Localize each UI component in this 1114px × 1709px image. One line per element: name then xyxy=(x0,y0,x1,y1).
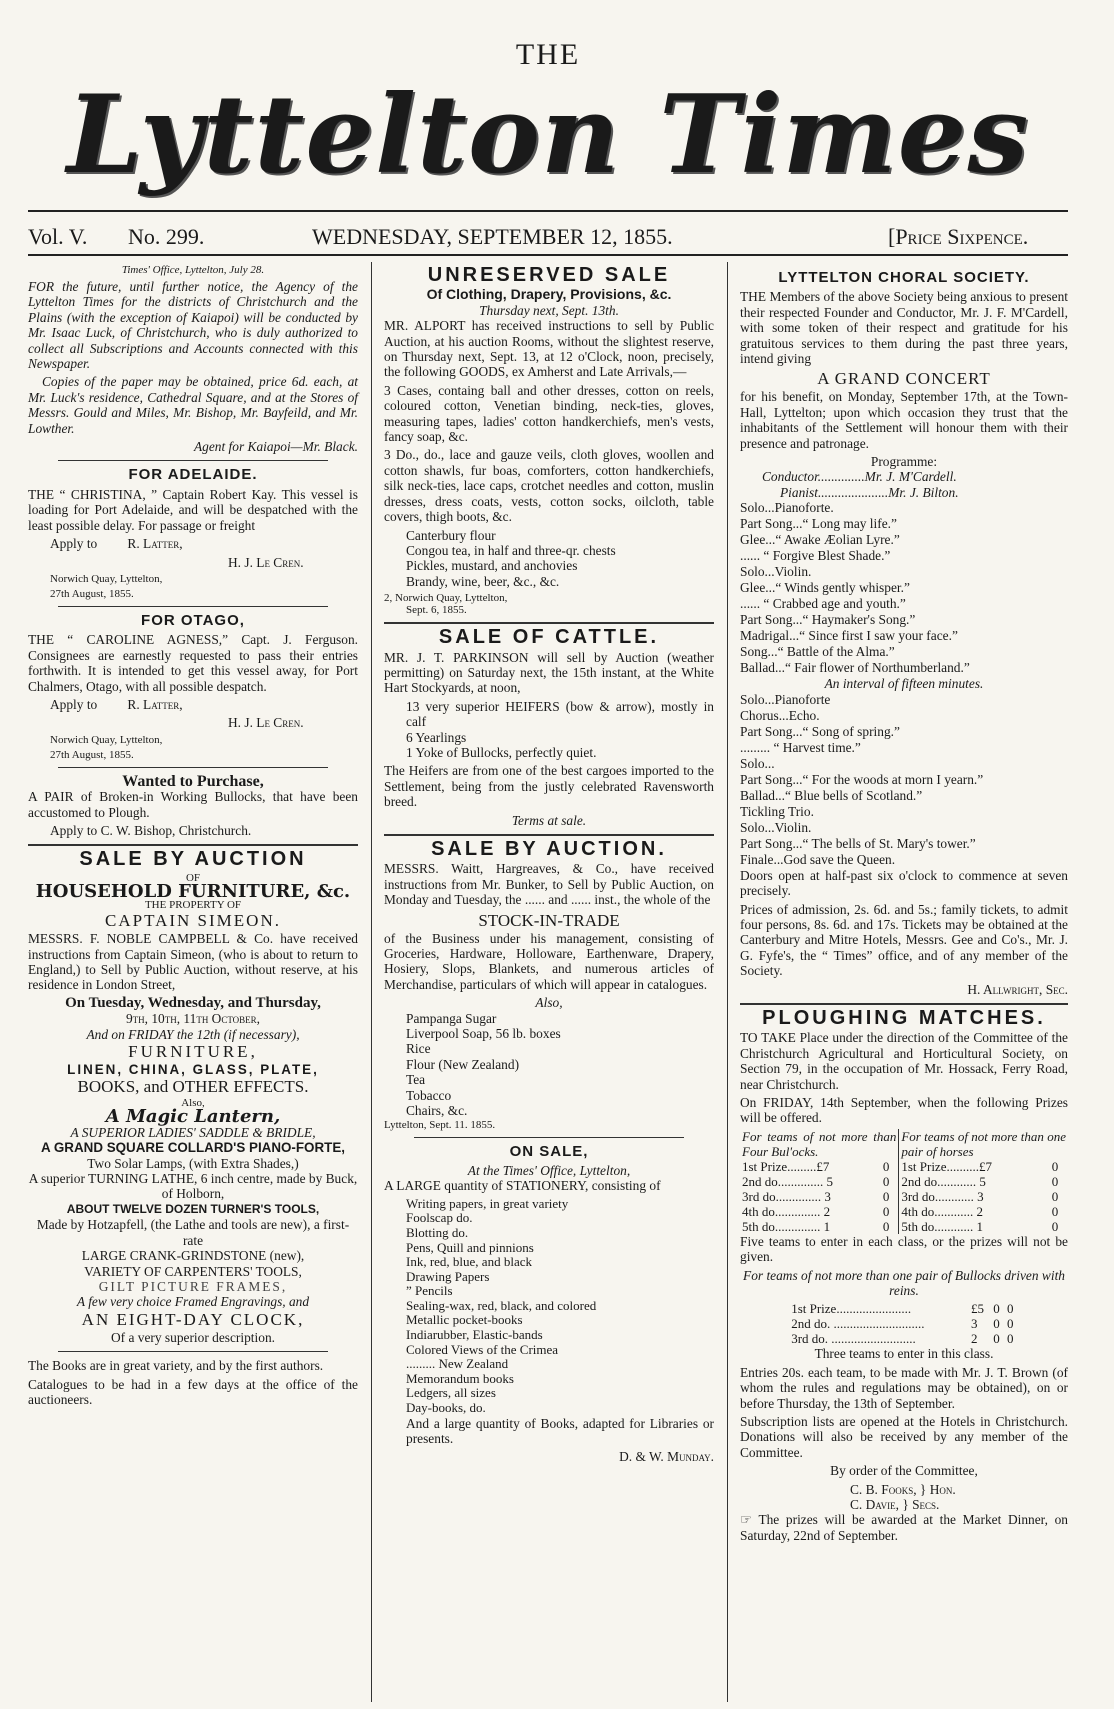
signature-davie: C. Davie, } Secs. xyxy=(850,1497,940,1513)
prize-cell: 0 xyxy=(881,1189,899,1204)
item-pickles: Pickles, mustard, and anchovies xyxy=(406,558,578,574)
programme-item: Tickling Trio. xyxy=(740,803,814,819)
prize-cell: 0 xyxy=(1051,1173,1059,1189)
books-line: BOOKS, and OTHER EFFECTS. xyxy=(77,1077,309,1097)
otago-notice: THE “ CAROLINE AGNESS,” Capt. J. Ferguson. Consignees are earnestly requested to pass their entries forthwith. It is intended to get this vessel away, for Port Chalmers, Otago, with all possible despatch. xyxy=(28,632,358,694)
wanted-heading: Wanted to Purchase, xyxy=(122,772,264,790)
saddle-line: A SUPERIOR LADIES' SADDLE & BRIDLE, xyxy=(70,1124,316,1140)
alport-notice: MR. ALPORT has received instructions to sell by Public Auction, at his auction Rooms, without the slightest reserve, on Thursday next, Sept. 13, at 12 o'Clock, noon, precisely, the following GOODS, ex Amherst and Late Arrivals,— xyxy=(384,318,714,380)
five-teams-note: Five teams to enter in each class, or the prizes will not be given. xyxy=(740,1233,1068,1265)
divider xyxy=(58,606,328,607)
programme-item: ...... “ Forgive Blest Shade.” xyxy=(740,548,891,564)
programme-item: Part Song...“ Song of spring.” xyxy=(740,723,900,739)
programme-part-1 xyxy=(740,500,1068,676)
list-item: Liverpool Soap, 56 lb. boxes xyxy=(406,1026,561,1042)
lathe-line: A superior TURNING LATHE, 6 inch centre, made by Buck, of Holborn, xyxy=(28,1171,358,1202)
list-item: Tobacco xyxy=(406,1087,452,1103)
programme-item: Solo...Pianoforte xyxy=(740,691,831,707)
prize-cell: 5th do.............. 1 xyxy=(742,1218,831,1234)
prize-cell: 2nd do. ............................ xyxy=(791,1316,925,1332)
pointing-hand-icon: ☞ xyxy=(740,1512,753,1528)
programme-item: ......... “ Harvest time.” xyxy=(740,739,861,755)
interval-line: An interval of fifteen minutes. xyxy=(824,676,984,692)
friday-notice: On FRIDAY, 14th September, when the following Prizes will be offered. xyxy=(740,1094,1068,1126)
cases-1: 3 Cases, containg ball and other dresses, cotton on reels, coloured cotton, Venetian binding, neck-ties, gloves, measuring tapes, ladies' cotton handkerchiefs, men's vests, fancy soap, &c. xyxy=(384,382,714,445)
adelaide-heading: FOR ADELAIDE. xyxy=(128,466,258,484)
munday-signature: D. & W. Munday. xyxy=(619,1449,714,1465)
prize-cell: 2nd do.............. 5 xyxy=(742,1173,833,1189)
divider xyxy=(28,844,358,846)
right-prize-heading: For teams of not more than one pair of horses xyxy=(901,1128,1066,1159)
holtz-line: Made by Hotzapfell, (the Lathe and tools are new), a first-rate xyxy=(36,1217,350,1248)
quay-date: 27th August, 1855. xyxy=(50,587,134,600)
apply-label: Apply to xyxy=(50,536,98,552)
programme-item: Ballad...“ Fair flower of Northumberland.” xyxy=(740,660,970,676)
wanted-apply: Apply to C. W. Bishop, Christchurch. xyxy=(50,822,252,838)
list-item: Flour (New Zealand) xyxy=(406,1056,520,1072)
list-item: Foolscap do. xyxy=(406,1210,473,1226)
sale-days: On Tuesday, Wednesday, and Thursday, xyxy=(65,994,321,1011)
of-label: OF xyxy=(185,871,201,884)
unreserved-heading: UNRESERVED SALE xyxy=(427,264,671,286)
table-row xyxy=(789,1331,1019,1346)
wanted-notice: A PAIR of Broken-in Working Bullocks, that have been accustomed to Plough. xyxy=(28,789,358,820)
prize-cell: 0 xyxy=(881,1219,899,1234)
programme-item: Part Song...“ For the woods at morn I yearn.” xyxy=(740,771,984,787)
programme-item: Solo... xyxy=(740,755,775,771)
name-davie: C. Davie, xyxy=(850,1497,899,1513)
table-row xyxy=(740,1189,1068,1204)
bullock-heading: For teams of not more than one pair of Bullocks driven with reins. xyxy=(743,1267,1065,1298)
linen-line: LINEN, CHINA, GLASS, PLATE, xyxy=(67,1062,319,1078)
item-congou: Congou tea, in half and three-qr. chests xyxy=(406,542,616,558)
programme-item: Madrigal...“ Since first I saw your face.” xyxy=(740,628,958,644)
programme-item: Solo...Pianoforte. xyxy=(740,500,834,516)
choral-notice: THE Members of the above Society being anxious to present their respected Founder and Conductor, Mr. J. F. M'Cardell, with some token of their respect and gratitude for his gratuitous services to them during the past three years, intend giving xyxy=(740,289,1068,367)
list-item: Sealing-wax, red, black, and colored xyxy=(406,1297,597,1313)
item-yearlings: 6 Yearlings xyxy=(406,729,467,745)
list-item: Metallic pocket-books xyxy=(406,1312,523,1328)
stationery-end: And a large quantity of Books, adapted for Libraries or presents. xyxy=(406,1415,714,1447)
programme-item: Glee...“ Awake Æolian Lyre.” xyxy=(740,532,900,548)
also-label: Also, xyxy=(535,995,563,1011)
concert-notice: for his benefit, on Monday, September 17th, at the Town-Hall, Lyttelton; upon which occasion they trust that the inhabitants of the Settlement will honour them with their presence and patronage. xyxy=(740,389,1068,451)
stationery-items xyxy=(384,1197,714,1416)
table-row xyxy=(740,1204,1068,1219)
allwright-signature: H. Allwright, Sec. xyxy=(967,981,1068,997)
programme-item: Ballad...“ Blue bells of Scotland.” xyxy=(740,787,923,803)
list-item: Drawing Papers xyxy=(406,1268,490,1284)
divider xyxy=(740,1003,1068,1005)
piano-line: A GRAND SQUARE COLLARD'S PIANO-FORTE, xyxy=(41,1140,345,1156)
list-item: Day-books, do. xyxy=(406,1400,486,1416)
divider xyxy=(384,622,714,624)
column-divider-1 xyxy=(371,262,372,1702)
lamps-line: Two Solar Lamps, (with Extra Shades,) xyxy=(87,1155,299,1171)
lyttelton-date: Lyttelton, Sept. 11. 1855. xyxy=(384,1118,496,1131)
prize-cell: 3rd do............ 3 xyxy=(901,1188,984,1204)
masthead-rule-bottom xyxy=(28,254,1068,256)
divider xyxy=(58,767,328,768)
prize-cell: 3 xyxy=(970,1316,978,1332)
prize-table xyxy=(740,1129,1068,1234)
order-line: By order of the Committee, xyxy=(830,1463,978,1479)
divider xyxy=(58,1351,328,1352)
prize-cell: 0 xyxy=(1007,1301,1014,1317)
sale-friday: And on FRIDAY the 12th (if necessary), xyxy=(86,1026,300,1042)
column-3 xyxy=(740,264,1068,1546)
list-item: ” Pencils xyxy=(406,1283,453,1299)
list-item: Ledgers, all sizes xyxy=(406,1385,496,1401)
prize-cell: 4th do.............. 2 xyxy=(742,1203,831,1219)
masthead-title: Lyttelton Times xyxy=(66,72,1030,198)
prize-cell: 1st Prize..........£7 xyxy=(901,1158,992,1174)
prizes-note-text: The prizes will be awarded at the Market Dinner, on Saturday, 22nd of September. xyxy=(740,1512,1068,1543)
campbell-notice: MESSRS. F. NOBLE CAMPBELL & Co. have received instructions from Captain Simeon, (who is about to return to England,) to Sell by Public Auction, without reserve, at his residence in London Street, xyxy=(28,931,358,993)
adelaide-notice: THE “ CHRISTINA, ” Captain Robert Kay. This vessel is loading for Port Adelaide, and will be despatched with the least possible delay. For passage or freight xyxy=(28,486,358,533)
three-teams-note: Three teams to enter in this class. xyxy=(814,1346,994,1362)
quay-date: Sept. 6, 1855. xyxy=(406,604,467,617)
catalogues-note: Catalogues to be had in a few days at the office of the auctioneers. xyxy=(28,1376,358,1407)
programme-part-2 xyxy=(740,692,1068,868)
divider xyxy=(414,1137,684,1138)
parkinson-notice: MR. J. T. PARKINSON will sell by Auction (weather permitting) on Saturday next, the 15th instant, at the White Hart Stockyards, at noon, xyxy=(384,649,714,696)
prize-cell: 2 xyxy=(970,1331,978,1347)
prize-cell: 4th do............ 2 xyxy=(901,1203,983,1219)
hon-label: Hon. xyxy=(929,1481,956,1497)
programme-item: Glee...“ Winds gently whisper.” xyxy=(740,580,910,596)
subscription-note: Subscription lists are opened at the Hotels in Christchurch. Donations will also be received by any member of the Committee. xyxy=(740,1414,1068,1460)
list-item: Chairs, &c. xyxy=(406,1103,468,1119)
programme-item: ...... “ Crabbed age and youth.” xyxy=(740,596,906,612)
item-brandy: Brandy, wine, beer, &c., &c. xyxy=(406,573,560,589)
table-row xyxy=(740,1159,1068,1174)
stock-heading: STOCK-IN-TRADE xyxy=(478,910,620,930)
programme-item: Part Song...“ Haymaker's Song.” xyxy=(740,612,916,628)
list-item: Writing papers, in great variety xyxy=(406,1195,569,1211)
programme-item: Solo...Violin. xyxy=(740,564,812,580)
quay-date: 27th August, 1855. xyxy=(50,748,134,761)
list-item: Pens, Quill and pinnions xyxy=(406,1239,534,1255)
superior-line: Of a very superior description. xyxy=(111,1329,275,1345)
list-item: ......... New Zealand xyxy=(406,1356,509,1372)
list-item: Colored Views of the Crimea xyxy=(406,1341,559,1357)
prize-cell: 5th do............ 1 xyxy=(901,1218,983,1234)
list-item: Pampanga Sugar xyxy=(406,1010,497,1026)
crank-line: LARGE CRANK-GRINDSTONE (new), xyxy=(81,1248,305,1264)
cattle-heading: SALE OF CATTLE. xyxy=(438,626,660,649)
prize-cell: 0 xyxy=(993,1316,1000,1332)
agent-lecren: H. J. Le Cren. xyxy=(228,554,304,570)
prize-cell: 0 xyxy=(1051,1158,1059,1174)
otago-heading: FOR OTAGO, xyxy=(141,611,245,629)
property-label: THE PROPERTY OF xyxy=(144,899,242,912)
volume: Vol. V. xyxy=(28,224,88,249)
agent-kaiapoi: Agent for Kaiapoi—Mr. Black. xyxy=(193,439,358,455)
bullock-prize-table xyxy=(789,1301,1019,1346)
prize-cell: 3rd do.............. 3 xyxy=(742,1188,831,1204)
issue-date: WEDNESDAY, SEPTEMBER 12, 1855. xyxy=(312,224,673,249)
programme-heading: Programme: xyxy=(870,454,938,470)
list-item: Blotting do. xyxy=(406,1224,469,1240)
sale-heading: SALE BY AUCTION xyxy=(79,848,307,871)
terms-line: Terms at sale. xyxy=(511,812,587,828)
quay-address: Norwich Quay, Lyttelton, xyxy=(50,733,163,746)
auction-heading: SALE BY AUCTION. xyxy=(431,838,667,860)
programme-item: Chorus...Echo. xyxy=(740,707,820,723)
newspaper-page xyxy=(28,0,1068,1709)
item-yoke: 1 Yoke of Bullocks, perfectly quiet. xyxy=(406,744,597,760)
prize-cell: 0 xyxy=(1051,1218,1059,1234)
list-item: Ink, red, blue, and black xyxy=(406,1254,532,1270)
heifers-note: The Heifers are from one of the best cargoes imported to the Settlement, being from the justly celebrated Ravensworth breed. xyxy=(384,763,714,810)
programme-item: Solo...Violin. xyxy=(740,819,812,835)
table-row xyxy=(789,1301,1019,1316)
issue-number: No. 299. xyxy=(128,224,205,249)
signature-fooks: C. B. Fooks, } Hon. xyxy=(850,1481,956,1497)
engravings-line: A few very choice Framed Engravings, and xyxy=(76,1294,310,1310)
price: [Price Sixpence. xyxy=(888,224,1029,249)
column-2 xyxy=(384,264,714,1468)
prize-cell: 2nd do............ 5 xyxy=(901,1173,986,1189)
prizes-note xyxy=(740,1512,1068,1543)
item-flour: Canterbury flour xyxy=(406,527,496,543)
furniture-line: FURNITURE, xyxy=(128,1042,258,1062)
frames-line: GILT PICTURE FRAMES, xyxy=(98,1278,288,1294)
quay-address: Norwich Quay, Lyttelton, xyxy=(50,572,163,585)
secs-label: Secs. xyxy=(912,1497,940,1513)
waitt-notice: MESSRS. Waitt, Hargreaves, & Co., have received instructions from Mr. Bunker, to Sell by Public Auction, on Monday and Tuesday, the ...... and ...... inst., the whole of the xyxy=(384,861,714,908)
prize-cell: 3rd do. .......................... xyxy=(791,1331,916,1347)
ploughing-heading: PLOUGHING MATCHES. xyxy=(762,1006,1046,1029)
auction-items xyxy=(384,1011,714,1119)
table-row xyxy=(789,1316,1019,1331)
quay-address: 2, Norwich Quay, Lyttelton, xyxy=(384,592,508,605)
tools-line: ABOUT TWELVE DOZEN TURNER'S TOOLS, xyxy=(66,1201,320,1216)
prize-cell: 0 xyxy=(993,1301,1000,1317)
left-prize-heading: For teams of not more than Four Bul'ocks. xyxy=(740,1129,899,1159)
agent-latter: R. Latter, xyxy=(127,536,183,552)
column-divider-2 xyxy=(727,262,728,1702)
prize-cell: 0 xyxy=(1051,1203,1059,1219)
doors-notice: Doors open at half-past six o'clock to commence at seven precisely. xyxy=(740,867,1068,899)
programme-item: Song...“ Battle of the Alma.” xyxy=(740,644,895,660)
lantern-line: A Magic Lantern, xyxy=(105,1106,281,1128)
programme-item: Part Song...“ Long may life.” xyxy=(740,516,897,532)
list-item: Tea xyxy=(406,1072,426,1088)
masthead-rule-top xyxy=(28,210,1068,212)
list-item: Rice xyxy=(406,1041,431,1057)
list-item: Indiarubber, Elastic-bands xyxy=(406,1327,543,1343)
prize-cell: £5 xyxy=(970,1301,984,1317)
column-1 xyxy=(28,264,358,1410)
concert-heading: A GRAND CONCERT xyxy=(817,369,991,389)
agent-lecren: H. J. Le Cren. xyxy=(228,715,304,731)
variety-line: VARIETY OF CARPENTERS' TOOLS, xyxy=(84,1263,302,1279)
onsale-heading: ON SALE, xyxy=(509,1142,589,1160)
pianist-line: Pianist.....................Mr. J. Bilton. xyxy=(780,484,959,500)
prize-cell: 0 xyxy=(881,1174,899,1189)
entries-note: Entries 20s. each team, to be made with Mr. J. T. Brown (of whom the rules and regulations may be obtained), on or before Thursday, the 13th of September. xyxy=(740,1364,1068,1411)
ploughing-notice: TO TAKE Place under the direction of the Committee of the Christchurch Agricultural and Horticultural Society, on Section 79, in the occupation of Mr. Hossack, Ferry Road, near Christchurch. xyxy=(740,1030,1068,1092)
prize-cell: 1st Prize.........£7 xyxy=(742,1158,830,1174)
item-heifers: 13 very superior HEIFERS (bow & arrow), mostly in calf xyxy=(406,698,714,730)
choral-heading: LYTTELTON CHORAL SOCIETY. xyxy=(778,269,1030,286)
agent-latter: R. Latter, xyxy=(127,696,183,712)
stationery-notice: A LARGE quantity of STATIONERY, consisting of xyxy=(384,1178,661,1194)
programme-item: Part Song...“ The bells of St. Mary's tower.” xyxy=(740,835,976,851)
name-fooks: C. B. Fooks, xyxy=(850,1481,917,1497)
apply-label: Apply to xyxy=(50,696,98,712)
apply-adelaide xyxy=(28,536,358,551)
masthead-the: THE xyxy=(515,38,581,71)
table-row xyxy=(740,1219,1068,1234)
sale-dates: 9th, 10th, 11th October, xyxy=(125,1011,261,1027)
admission-notice: Prices of admission, 2s. 6d. and 5s.; family tickets, to admit four persons, 8s. 6d. and 17s. Tickets may be obtained at the Canterbury and Mitre Hotels, Messrs. Gee and Co's., Mr. J. G. Fyfe's, the “ Times” office, and of any member of the Society. xyxy=(740,901,1068,979)
prize-cell: 0 xyxy=(993,1331,1000,1347)
prize-cell: 0 xyxy=(881,1204,899,1219)
clock-line: AN EIGHT-DAY CLOCK, xyxy=(81,1309,305,1329)
prize-cell: 1st Prize....................... xyxy=(791,1301,912,1317)
business-text: of the Business under his management, consisting of Groceries, Hardware, Holloware, Earthenware, Drapery, Hosiery, Slops, Blankets, and numerous articles of Merchandise, particulars of which will appear in catalogues. xyxy=(384,930,714,992)
prize-cell: 0 xyxy=(1007,1331,1014,1347)
also-label: Also, xyxy=(181,1097,205,1110)
prize-cell: 0 xyxy=(1007,1316,1014,1332)
programme-item: Finale...God save the Queen. xyxy=(740,851,896,867)
clothing-heading: Of Clothing, Drapery, Provisions, &c. xyxy=(426,286,672,303)
cases-2: 3 Do., do., lace and gauze veils, cloth gloves, woollen and cotton shawls, fur boas, comforters, cotton handkerchiefs, silk neck-ties, lace caps, crotchet needles and cotton, muslin dresses, dress coats, vests, cotton socks, oilcloth, table covers, thigh boots, &c. xyxy=(384,447,714,525)
copies-notice: Copies of the paper may be obtained, price 6d. each, at Mr. Luck's residence, Cathedral Square, and at the Stores of Messrs. Gould and Miles, Mr. Bishop, Mr. Bayfeild, and Mr. Lowther. xyxy=(28,374,358,436)
books-note: The Books are in great variety, and by the first authors. xyxy=(28,1358,324,1374)
office-line: Times' Office, Lyttelton, July 28. xyxy=(121,264,265,276)
furniture-heading: HOUSEHOLD FURNITURE, &c. xyxy=(35,880,351,902)
divider xyxy=(58,460,328,461)
list-item: Memorandum books xyxy=(406,1370,514,1386)
thursday-line: Thursday next, Sept. 13th. xyxy=(479,302,619,318)
table-row xyxy=(740,1174,1068,1189)
conductor-line: Conductor..............Mr. J. M'Cardell. xyxy=(762,469,957,485)
prize-cell: 0 xyxy=(1051,1188,1059,1204)
agency-notice: FOR the future, until further notice, the Agency of the Lyttelton Times for the districts of Christchurch and the Plains (with the exception of Kaiapoi) will be conducted by Mr. Isaac Luck, of Christchurch, who is duly authorized to collect all Subscriptions and Accounts connected with this Newspaper. xyxy=(28,279,358,372)
divider xyxy=(384,834,714,836)
prize-cell: 0 xyxy=(881,1159,899,1174)
captain-name: CAPTAIN SIMEON. xyxy=(105,911,281,931)
office-line: At the Times' Office, Lyttelton, xyxy=(467,1162,631,1178)
apply-otago xyxy=(28,697,358,712)
